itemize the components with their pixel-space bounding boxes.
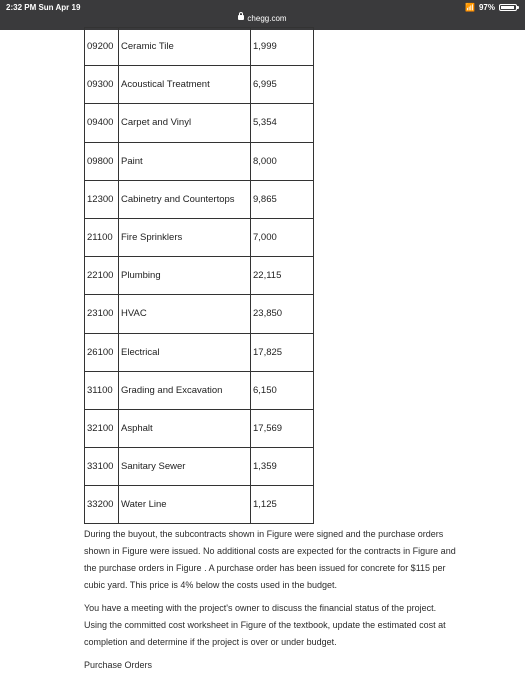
cell-desc: Fire Sprinklers [119,218,251,256]
cell-code: 32100 [85,409,119,447]
cell-code: 22100 [85,257,119,295]
cell-desc: Carpet and Vinyl [119,104,251,142]
cell-code: 12300 [85,180,119,218]
cell-value: 22,115 [251,257,314,295]
cell-value: 23,850 [251,295,314,333]
cell-code: 26100 [85,333,119,371]
table-row [85,448,314,486]
cell-desc: Electrical [119,333,251,371]
cell-code: 33200 [85,486,119,524]
cell-value: 1,125 [251,486,314,524]
cell-value: 1,359 [251,448,314,486]
cell-desc: HVAC [119,295,251,333]
table-row [85,66,314,104]
cell-code: 21100 [85,218,119,256]
cell-value: 5,354 [251,104,314,142]
cell-desc: Water Line [119,486,251,524]
cell-value: 8,000 [251,142,314,180]
status-time: 2:32 PM Sun Apr 19 [6,3,81,12]
cell-desc: Grading and Excavation [119,371,251,409]
battery-percent: 97% [478,3,495,12]
cell-desc: Sanitary Sewer [119,448,251,486]
table-row [85,180,314,218]
paragraph-buyout: During the buyout, the subcontracts shown in Figure were signed and the purchase orders shown in Figure were issued. No additional costs are expected for the contracts in Figure and the purchase orders in Figure . A purchase order has been issued for concrete for $115 per cubic yard. This price is 4% below the costs used in the budget. [84,529,456,590]
cell-value: 1,999 [251,28,314,66]
table-row [85,28,314,66]
cell-code: 09800 [85,142,119,180]
table-row [85,295,314,333]
wifi-icon: 📶 [465,3,475,12]
problem-text [84,526,460,680]
cell-desc: Paint [119,142,251,180]
cost-table [84,27,314,524]
cell-code: 09200 [85,28,119,66]
cell-desc: Ceramic Tile [119,28,251,66]
table-row [85,333,314,371]
battery-icon [499,4,517,11]
cell-value: 17,569 [251,409,314,447]
cell-value: 6,150 [251,371,314,409]
table-row [85,257,314,295]
cell-desc: Cabinetry and Countertops [119,180,251,218]
cell-code: 23100 [85,295,119,333]
cell-value: 7,000 [251,218,314,256]
table-row [85,371,314,409]
cell-code: 09300 [85,66,119,104]
table-row [85,409,314,447]
paragraph-meeting: You have a meeting with the project's owner to discuss the financial status of the project. Using the committed cost worksheet in Figure of the textbook, update the estimated cost at completion and determine if the project is over or under budget. [84,603,446,647]
table-row [85,142,314,180]
table-row [85,218,314,256]
table-row [85,486,314,524]
cell-value: 17,825 [251,333,314,371]
cell-code: 33100 [85,448,119,486]
cell-desc: Plumbing [119,257,251,295]
cell-value: 9,865 [251,180,314,218]
cell-code: 09400 [85,104,119,142]
cell-desc: Asphalt [119,409,251,447]
url-text: chegg.com [247,14,287,23]
cell-value: 6,995 [251,66,314,104]
cell-code: 31100 [85,371,119,409]
status-bar [0,0,525,30]
lock-icon [238,15,244,20]
paragraph-purchase-orders: Purchase Orders [84,660,153,670]
table-row [85,104,314,142]
url-bar[interactable] [0,14,525,23]
status-right [465,3,517,12]
cell-desc: Acoustical Treatment [119,66,251,104]
